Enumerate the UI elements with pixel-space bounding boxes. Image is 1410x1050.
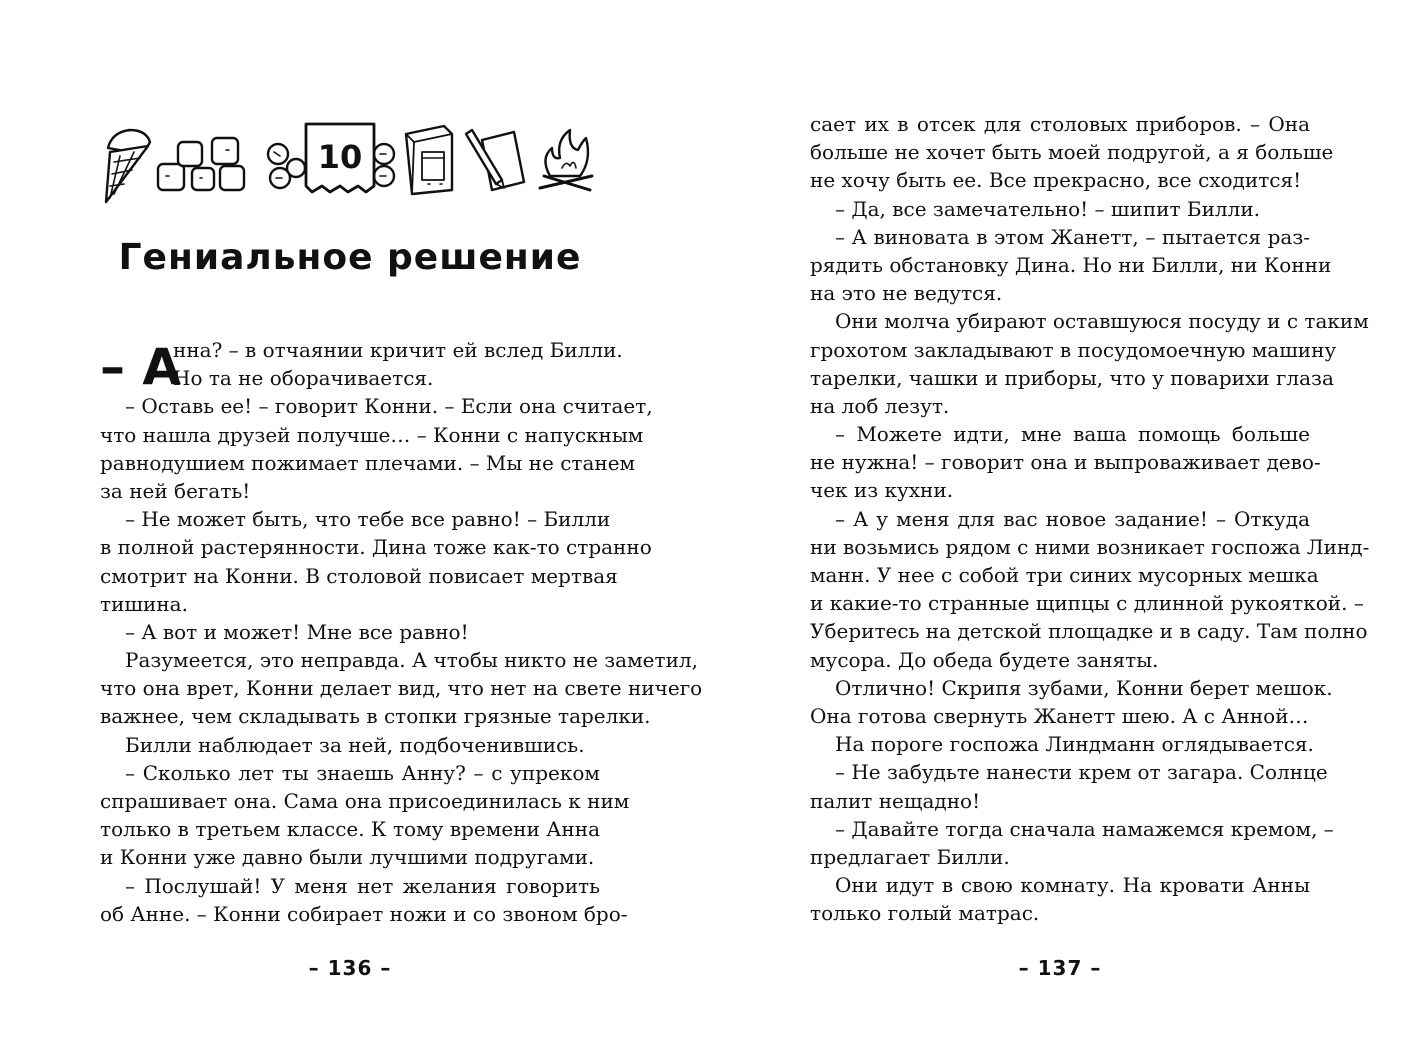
drop-cap-lines xyxy=(173,336,623,392)
text-line: тишина. xyxy=(100,591,188,616)
text-line: на лоб лезут. xyxy=(810,393,950,418)
text-line: только в третьем классе. К тому времени Анна xyxy=(100,817,600,842)
text-line: – Оставь ее! – говорит Конни. – Если она считает, xyxy=(125,394,653,419)
drop-cap: – А xyxy=(100,338,182,396)
text-line: на это не ведутся. xyxy=(810,281,1003,306)
text-line: и какие-то странные щипцы с длинной рукояткой. – xyxy=(810,591,1364,616)
text-line: – А вот и может! Мне все равно! xyxy=(125,619,469,644)
text-line: грохотом закладывают в посудомоечную машину xyxy=(810,337,1337,362)
left-page-text xyxy=(100,336,703,928)
oven-icon xyxy=(406,126,452,194)
text-line: что нашла друзей получше… – Конни с напускным xyxy=(100,422,644,447)
chapter-ornament xyxy=(100,118,600,208)
marshmallows-icon xyxy=(158,138,244,190)
text-line: – Можете идти, мне ваша помощь больше xyxy=(835,422,1310,447)
text-line: об Анне. – Конни собирает ножи и со звоном бро- xyxy=(100,901,628,926)
text-line: спрашивает она. Сама она присоединилась к ним xyxy=(100,789,630,814)
text-line: манн. У нее с собой три синих мусорных мешка xyxy=(810,563,1319,587)
text-line: что она врет, Конни делает вид, что нет на свете ничего xyxy=(100,676,703,701)
text-line: только голый матрас. xyxy=(810,901,1040,926)
text-line: сает их в отсек для столовых приборов. – Она xyxy=(810,112,1310,136)
text-line: Билли наблюдает за ней, подбоченившись. xyxy=(125,732,585,757)
text-line: – Не забудьте нанести крем от загара. Солнце xyxy=(835,760,1328,785)
text-line: Уберитесь на детской площадке и в саду. Там полно xyxy=(810,619,1368,644)
text-line: Разумеется, это неправда. А чтобы никто не заметил, xyxy=(125,648,698,673)
chapter-title: Гениальное решение xyxy=(118,237,582,278)
text-line: не нужна! – говорит она и выпроваживает дево- xyxy=(810,450,1321,475)
chapter-number: 10 xyxy=(317,138,363,176)
tag-icon xyxy=(306,124,374,192)
right-page xyxy=(810,0,1370,1050)
text-line: за ней бегать! xyxy=(100,478,251,503)
page-number: – 137 – xyxy=(1018,956,1102,980)
text-line: – А виновата в этом Жанетт, – пытается раз- xyxy=(835,224,1310,249)
text-line: – А у меня для вас новое задание! – Откуда xyxy=(835,506,1310,531)
text-line: Она готова свернуть Жанетт шею. А с Анной… xyxy=(810,703,1309,728)
text-line: нна? – в отчаянии кричит ей вслед Билли. xyxy=(173,338,623,362)
right-page-text xyxy=(810,110,1370,927)
text-line: не хочу быть ее. Все прекрасно, все сходится! xyxy=(810,168,1302,193)
text-line: важнее, чем складывать в стопки грязные тарелки. xyxy=(100,704,651,729)
text-line: предлагает Билли. xyxy=(810,844,1010,869)
text-line: рядить обстановку Дина. Но ни Билли, ни Конни xyxy=(810,252,1332,277)
text-line: смотрит на Конни. В столовой повисает мертвая xyxy=(100,563,618,588)
text-line: тарелки, чашки и приборы, что у поварихи глаза xyxy=(810,365,1334,390)
campfire-icon xyxy=(540,130,592,190)
text-line: – Не может быть, что тебе все равно! – Билли xyxy=(125,507,611,532)
text-line: На пороге госпожа Линдманн оглядывается. xyxy=(835,732,1314,757)
opening-paragraph xyxy=(100,336,623,396)
text-line: мусора. До обеда будете заняты. xyxy=(810,647,1159,672)
text-line: ни возьмись рядом с ними возникает госпожа Линд- xyxy=(810,534,1370,559)
text-line: Но та не оборачивается. xyxy=(173,366,434,391)
text-line: в полной растерянности. Дина тоже как-то странно xyxy=(100,535,652,560)
text-line: Они молча убирают оставшуюся посуду и с таким xyxy=(835,309,1369,334)
text-line: – Да, все замечательно! – шипит Билли. xyxy=(835,196,1261,221)
text-line: Они идут в свою комнату. На кровати Анны xyxy=(835,873,1310,898)
text-line: – Сколько лет ты знаешь Анну? – с упреком xyxy=(125,760,600,785)
text-line: чек из кухни. xyxy=(810,478,954,503)
text-line: и Конни уже давно были лучшими подругами. xyxy=(100,845,595,870)
text-line: больше не хочет быть моей подругой, а я больше xyxy=(810,140,1334,165)
text-line: – Послушай! У меня нет желания говорить xyxy=(125,873,600,898)
notepad-pencil-icon xyxy=(466,130,524,190)
text-line: палит нещадно! xyxy=(810,788,981,813)
text-line: равнодушием пожимает плечами. – Мы не станем xyxy=(100,450,636,475)
text-line: Отлично! Скрипя зубами, Конни берет мешок. xyxy=(835,675,1333,700)
ice-cream-cone-icon xyxy=(106,130,150,202)
left-page xyxy=(100,0,703,1050)
page-number: – 136 – xyxy=(308,956,392,980)
text-line: – Давайте тогда сначала намажемся кремом, – xyxy=(835,816,1334,841)
